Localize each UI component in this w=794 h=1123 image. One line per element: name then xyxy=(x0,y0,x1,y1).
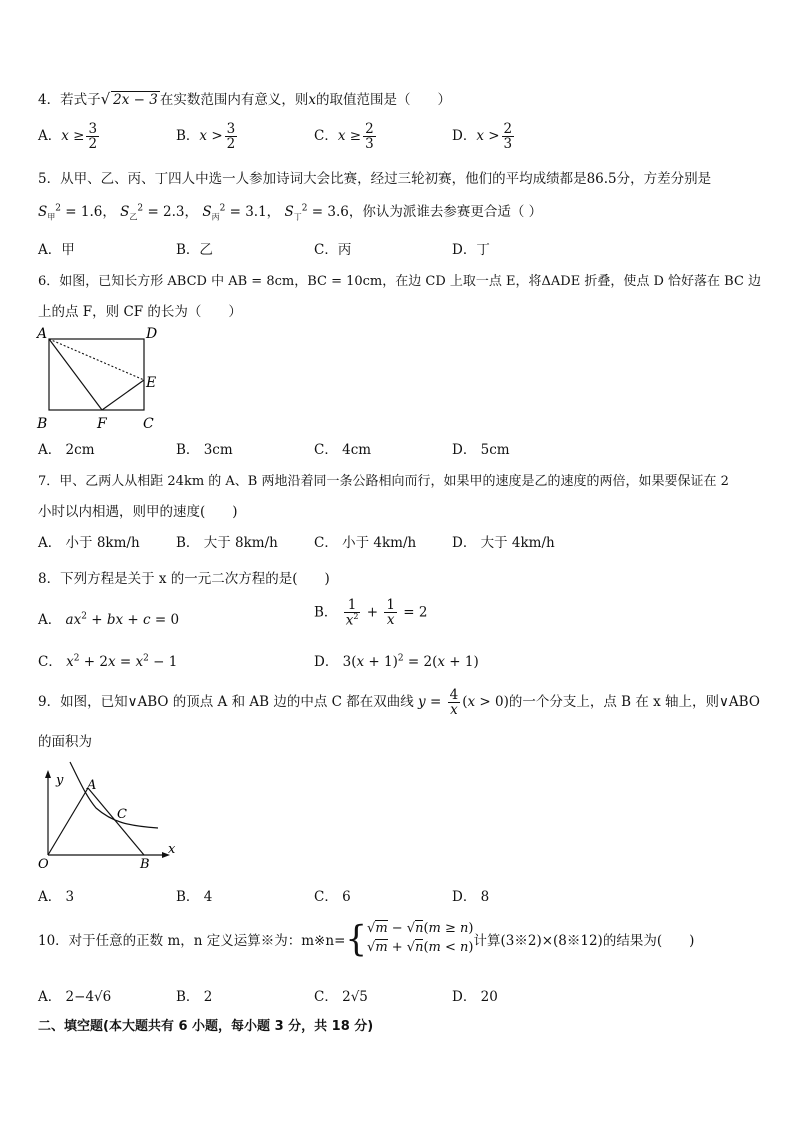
q8-option-b[interactable]: B． $\frac{1}{x^2}$ + $\frac{1}{x}$ = 2 xyxy=(314,597,428,629)
q9-label-o: O xyxy=(38,857,49,872)
q4-stem-text: 4．若式子 xyxy=(38,92,101,108)
q9-option-d[interactable]: D． 8 xyxy=(452,889,490,905)
q9-option-b[interactable]: B． 4 xyxy=(176,889,213,905)
q6-line-af xyxy=(49,339,102,410)
q6-rect-abcd xyxy=(49,339,144,410)
q9-line-oa xyxy=(48,788,88,855)
q7-option-b[interactable]: B． 大于 8km/h xyxy=(176,535,278,551)
q5-variances: $S_甲^2 = 1.6$， $S_乙^2 = 2.3$， $S_丙^2 = 3.1$， $S_丁^2 = 3.6$，你认为派谁去参赛更合适（ ） xyxy=(38,203,543,222)
question-6-line1: 6．如图，已知长方形 ABCD 中 AB = 8cm，BC = 10cm，在边 CD 上取一点 E，将ΔADE 折叠，使点 D 恰好落在 BC 边 xyxy=(38,274,762,289)
q6-line-fe xyxy=(102,380,144,410)
q10-option-b[interactable]: B． 2 xyxy=(176,989,213,1005)
q8-option-c[interactable]: C． $x^2 + 2x = x^2 - 1$ xyxy=(38,653,178,670)
q10-option-d[interactable]: D． 20 xyxy=(452,989,498,1005)
q5-tail-text: ，你认为派谁去参赛更合适（ ） xyxy=(348,204,543,220)
q9-option-a[interactable]: A． 3 xyxy=(38,889,75,905)
q4-option-d[interactable]: D．x > $\frac{2}{3}$ xyxy=(452,121,513,153)
q4-option-c[interactable]: C．x ≥ $\frac{2}{3}$ xyxy=(314,121,374,153)
q9-line-ab xyxy=(88,788,144,855)
question-7-line1: 7．甲、乙两人从相距 24km 的 A、B 两地沿着同一条公路相向而行，如果甲的速度是乙的速度的两倍，如果要保证在 2 xyxy=(38,474,729,489)
q6-option-a[interactable]: A． 2cm xyxy=(38,442,95,458)
q6-rectangle-figure xyxy=(34,322,164,434)
q6-label-b: B xyxy=(37,416,48,432)
q6-line-ae-dashed xyxy=(49,339,144,380)
q10-option-a[interactable]: A． 2−4√6 xyxy=(38,989,112,1005)
q9-label-b: B xyxy=(140,857,150,872)
q9-label-c: C xyxy=(117,807,127,822)
q4-option-b[interactable]: B．x > $\frac{3}{2}$ xyxy=(176,121,236,153)
q9-label-a: A xyxy=(87,778,97,793)
q4-stem-text-3: 的取值范围是（ ） xyxy=(315,92,451,108)
q6-option-d[interactable]: D． 5cm xyxy=(452,442,510,458)
q6-label-d: D xyxy=(146,326,158,342)
q9-y-arrow xyxy=(45,770,51,778)
question-6-line2: 上的点 F，则 CF 的长为（ ） xyxy=(38,304,242,320)
q6-label-c: C xyxy=(143,416,154,432)
q4-variable: x xyxy=(308,92,316,108)
question-5-stem: 5．从甲、乙、丙、丁四人中选一人参加诗词大会比赛，经过三轮初赛，他们的平均成绩都是86.5分，方差分别是 xyxy=(38,171,712,187)
q4-radicand: 2x − 3 xyxy=(113,92,158,108)
q5-option-b[interactable]: B．乙 xyxy=(176,242,213,258)
q9-option-c[interactable]: C． 6 xyxy=(314,889,351,905)
question-9-stem: 9．如图，已知∨ABO 的顶点 A 和 AB 边的中点 C 都在双曲线 y = $\frac{4}{x}$ (x > 0)的一个分支上，点 B 在 x 轴上，则∨ABO xyxy=(38,687,760,719)
q9-hyperbola-figure xyxy=(34,760,184,872)
q4-option-a[interactable]: A．x ≥ $\frac{3}{2}$ xyxy=(38,121,98,153)
q7-option-d[interactable]: D． 大于 4km/h xyxy=(452,535,555,551)
q5-option-a[interactable]: A．甲 xyxy=(38,242,75,258)
q6-label-e: E xyxy=(146,375,157,391)
q10-option-c[interactable]: C． 2√5 xyxy=(314,989,368,1005)
q9-label-y: y xyxy=(56,773,64,788)
q5-option-d[interactable]: D．丁 xyxy=(452,242,490,258)
section-2-heading: 二、填空题(本大题共有 6 小题，每小题 3 分，共 18 分) xyxy=(38,1019,374,1034)
q6-label-a: A xyxy=(37,326,48,342)
q10-piecewise-definition: √m − √n(m ≥ n) √m + √n(m < n) xyxy=(367,921,474,955)
q7-option-a[interactable]: A． 小于 8km/h xyxy=(38,535,140,551)
question-7-line2: 小时以内相遇，则甲的速度( ) xyxy=(38,504,238,520)
q5-option-c[interactable]: C．丙 xyxy=(314,242,352,258)
q8-option-d[interactable]: D． $3(x + 1)^2 = 2(x + 1)$ xyxy=(314,653,479,670)
q6-option-b[interactable]: B． 3cm xyxy=(176,442,233,458)
question-10-stem: 10．对于任意的正数 m，n 定义运算※为：m※n={√m − √n(m ≥ n) √m + √n(m < n)计算(3※2)×(8※12)的结果为( ) xyxy=(38,917,695,960)
q8-option-a[interactable]: A． $ax^2$ + bx + c = 0 xyxy=(38,611,180,628)
q9-label-x: x xyxy=(168,842,176,857)
question-4-stem: 4．若式子√ 2x − 3 在实数范围内有意义，则x的取值范围是（ ） xyxy=(38,90,451,108)
q4-stem-text-2: 在实数范围内有意义，则 xyxy=(159,92,309,108)
question-8-stem: 8．下列方程是关于 x 的一元二次方程的是( ) xyxy=(38,571,330,587)
question-9-line2: 的面积为 xyxy=(38,734,92,750)
q7-option-c[interactable]: C． 小于 4km/h xyxy=(314,535,417,551)
q6-label-f: F xyxy=(97,416,107,432)
q6-option-c[interactable]: C． 4cm xyxy=(314,442,372,458)
